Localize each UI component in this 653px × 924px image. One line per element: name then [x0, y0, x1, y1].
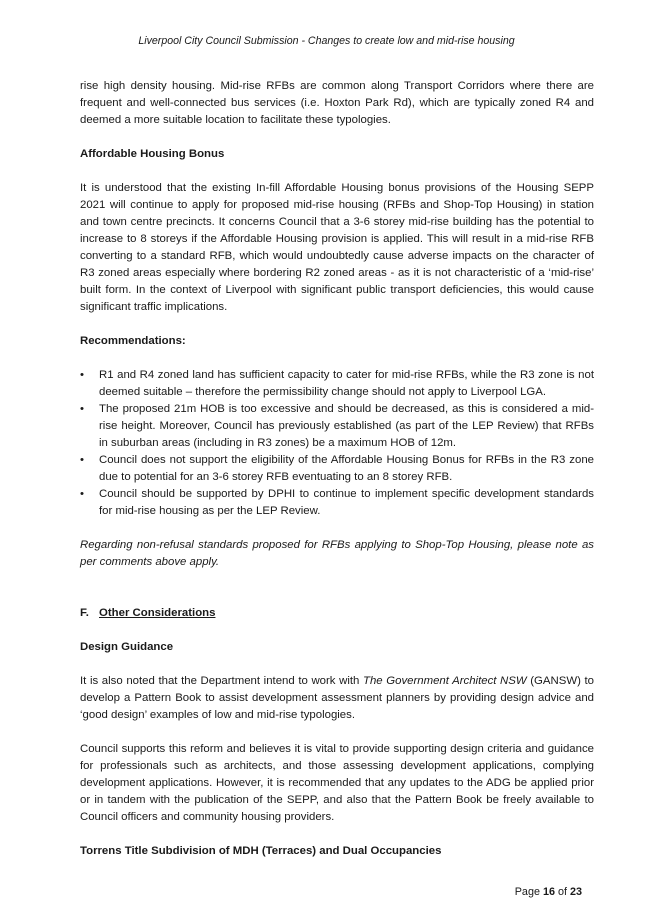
- list-item: • Council should be supported by DPHI to continue to implement specific development standards for mid-rise housing as per the LEP Review.: [80, 488, 594, 517]
- affordable-housing-heading: Affordable Housing Bonus: [80, 148, 225, 160]
- gansw-name: The Government Architect NSW: [363, 675, 527, 687]
- total-pages: 23: [569, 886, 582, 898]
- list-item: • Council does not support the eligibility of the Affordable Housing Bonus for RFBs in the R3 zone due to potential for an 3-6 storey RFB eventuating to an 8 storey RFB.: [80, 454, 594, 483]
- current-page: 16: [542, 886, 555, 898]
- recommendations-note: Regarding non-refusal standards proposed for RFBs applying to Shop-Top Housing, please note as per comments above apply.: [80, 539, 594, 568]
- bullet-icon: •: [80, 454, 84, 466]
- recommendations-heading: Recommendations:: [80, 335, 186, 347]
- page-number-footer: Page 16 of 23: [514, 886, 582, 898]
- list-item: • The proposed 21m HOB is too excessive and should be decreased, as this is considered a mid-rise height. Moreover, Council has previously established (as part of the LEP Review) that RFBs in suburban areas (including in R3 zones) be a maximum HOB of 12m.: [80, 403, 594, 449]
- design-guidance-heading: Design Guidance: [80, 641, 174, 653]
- design-guidance-paragraph-1: It is also noted that the Department intend to work with The Government Architect NSW (GANSW) to develop a Pattern Book to assist development assessment planners by providing design advice and ‘good design’ examples of low and mid-rise typologies.: [80, 675, 595, 721]
- torrens-title-heading: Torrens Title Subdivision of MDH (Terraces) and Dual Occupancies: [80, 845, 442, 857]
- bullet-icon: •: [80, 369, 84, 381]
- affordable-housing-paragraph: It is understood that the existing In-fill Affordable Housing bonus provisions of the Housing SEPP 2021 will continue to apply for proposed mid-rise housing (RFBs and Shop-Top Housing) in station and town centre precincts. It concerns Council that a 3-6 storey mid-rise building has the potential to increase to 8 storeys if the Affordable Housing provision is applied. This will result in a mid-rise RFB converting to a standard RFB, which would undoubtedly cause adverse impacts on the character of R3 zoned areas especially where bordering R2 zoned areas - as it is not characteristic of a ‘mid-rise’ built form. In the context of Liverpool with significant public transport deficiencies, this would cause significant traffic implications.: [80, 182, 594, 313]
- bullet-icon: •: [80, 488, 84, 500]
- list-item: • R1 and R4 zoned land has sufficient capacity to cater for mid-rise RFBs, while the R3 zone is not deemed suitable – therefore the permissibility change should not apply to Liverpool LGA.: [80, 369, 594, 398]
- section-title: Other Considerations: [99, 607, 216, 619]
- running-header: Liverpool City Council Submission - Changes to create low and mid-rise housing: [138, 35, 515, 47]
- design-guidance-paragraph-2: Council supports this reform and believes it is vital to provide supporting design criteria and guidance for professionals such as architects, and those assessing development applications, complying development applications. However, it is recommended that any updates to the ADG be applied prior or in tandem with the publication of the SEPP, and also that the Pattern Book be freely available to Council officers and community housing providers.: [80, 743, 594, 823]
- recommendations-list: [80, 367, 594, 520]
- intro-paragraph: rise high density housing. Mid-rise RFBs are common along Transport Corridors where there are frequent and well-connected bus services (i.e. Hoxton Park Rd), which are typically zoned R4 and deemed a more suitable location to facilitate these typologies.: [80, 80, 594, 126]
- bullet-icon: •: [80, 403, 84, 415]
- section-letter: F.: [80, 607, 89, 619]
- section-f-heading: [80, 605, 594, 622]
- page-content: [80, 78, 594, 860]
